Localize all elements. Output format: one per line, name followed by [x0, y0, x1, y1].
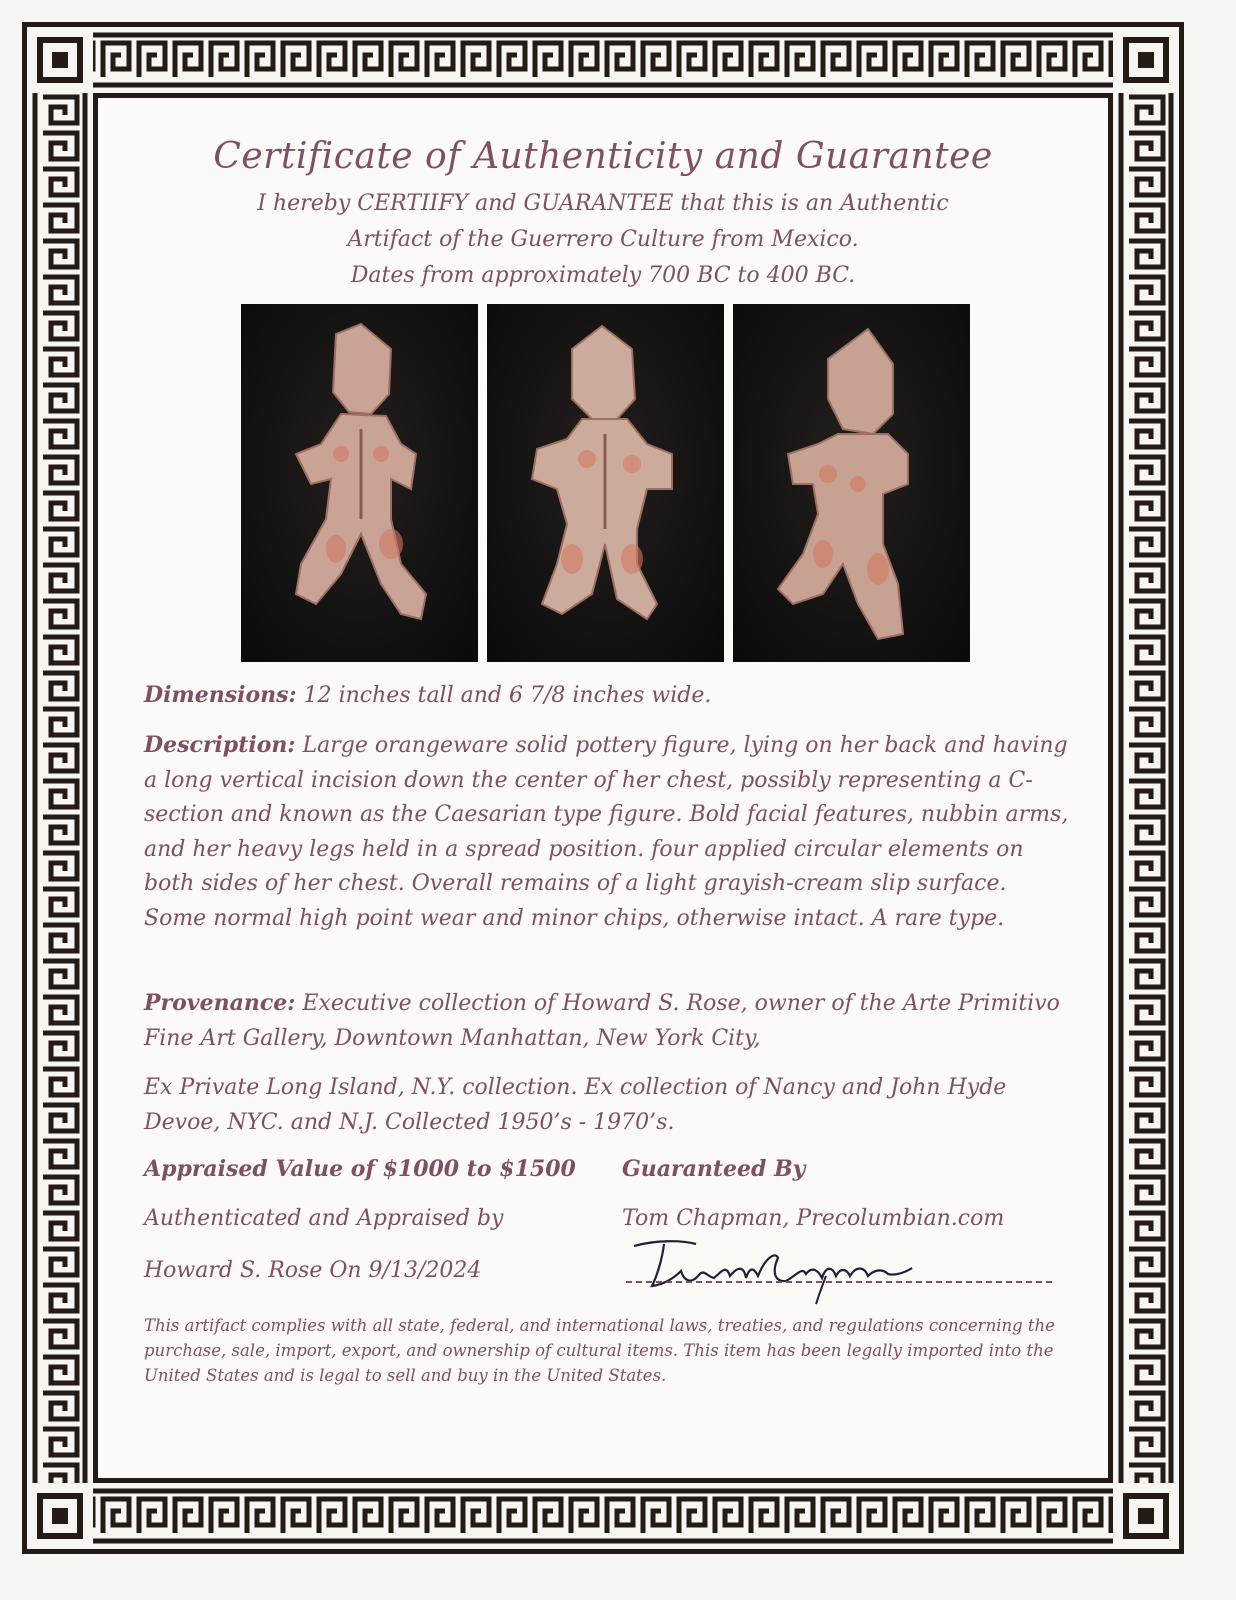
intro-line: Artifact of the Guerrero Culture from Mexico.: [347, 227, 859, 252]
handwritten-signature: [626, 1226, 916, 1306]
greek-key-border-top: [27, 27, 1179, 93]
figurine-icon: [241, 304, 478, 662]
certificate-title: Certificate of Authenticity and Guarantee: [213, 136, 993, 177]
figurine-front-photo: [241, 304, 478, 662]
provenance-label: Provenance:: [144, 990, 296, 1016]
artifact-photos: [241, 304, 971, 662]
border-corner-top-right: [1113, 27, 1179, 93]
figurine-icon: [733, 304, 970, 662]
provenance-paragraph-2: Ex Private Long Island, N.Y. collection. Ex collection of Nancy and John Hyde Devoe, NYC. and N.J. Collected 1950’s - 1970’s.: [144, 1075, 1007, 1135]
legal-disclaimer: This artifact complies with all state, federal, and international laws, treaties, and regulations concerning the purchase, sale, import, export, and ownership of cultural items. This item has been legally imported into the United States and is legal to sell and buy in the United States.: [144, 1316, 1055, 1385]
intro-line: Dates from approximately 700 BC to 400 BC.: [350, 263, 856, 288]
authenticated-by: Authenticated and Appraised by: [144, 1206, 504, 1231]
border-corner-bottom-right: [1113, 1483, 1179, 1549]
figurine-front-photo: [487, 304, 724, 662]
provenance-paragraph: [144, 986, 1074, 1056]
dimensions-label: Dimensions:: [144, 682, 297, 708]
appraiser-date: Howard S. Rose On 9/13/2024: [144, 1258, 482, 1283]
dimensions-text: 12 inches tall and 6 7/8 inches wide.: [296, 683, 712, 708]
appraised-value: Appraised Value of $1000 to $1500: [144, 1156, 576, 1182]
signature-line: [626, 1281, 1052, 1283]
certificate-body: [98, 98, 1108, 1478]
certificate-intro: [98, 186, 1108, 294]
signature-icon: [626, 1226, 916, 1306]
greek-key-border-bottom: [27, 1483, 1179, 1549]
border-corner-top-left: [27, 27, 93, 93]
guarantor-name: Tom Chapman, Precolumbian.com: [622, 1206, 1005, 1231]
provenance-text: Executive collection of Howard S. Rose, owner of the Arte Primitivo Fine Art Gallery, Downtown Manhattan, New York City,: [144, 991, 1060, 1051]
figurine-side-photo: [733, 304, 970, 662]
description-label: Description:: [144, 732, 296, 758]
description-text: Large orangeware solid pottery figure, lying on her back and having a long vertical incision down the center of her chest, possibly representing a C-section and known as the Caesarian type figure. Bold facial features, nubbin arms, and her heavy legs held in a spread position. four applied circular elements on both sides of her chest. Overall remains of a light grayish-cream slip surface. Some normal high point wear and minor chips, otherwise intact. A rare type.: [144, 733, 1069, 931]
intro-line: I hereby CERTIIFY and GUARANTEE that this is an Authentic: [257, 191, 949, 216]
figurine-icon: [487, 304, 724, 662]
description-paragraph: [144, 728, 1074, 936]
greek-key-border-right: [1113, 93, 1179, 1483]
border-corner-bottom-left: [27, 1483, 93, 1549]
greek-key-border-left: [27, 93, 93, 1483]
dimensions-paragraph: [144, 678, 1074, 714]
guaranteed-by-heading: Guaranteed By: [622, 1156, 806, 1182]
